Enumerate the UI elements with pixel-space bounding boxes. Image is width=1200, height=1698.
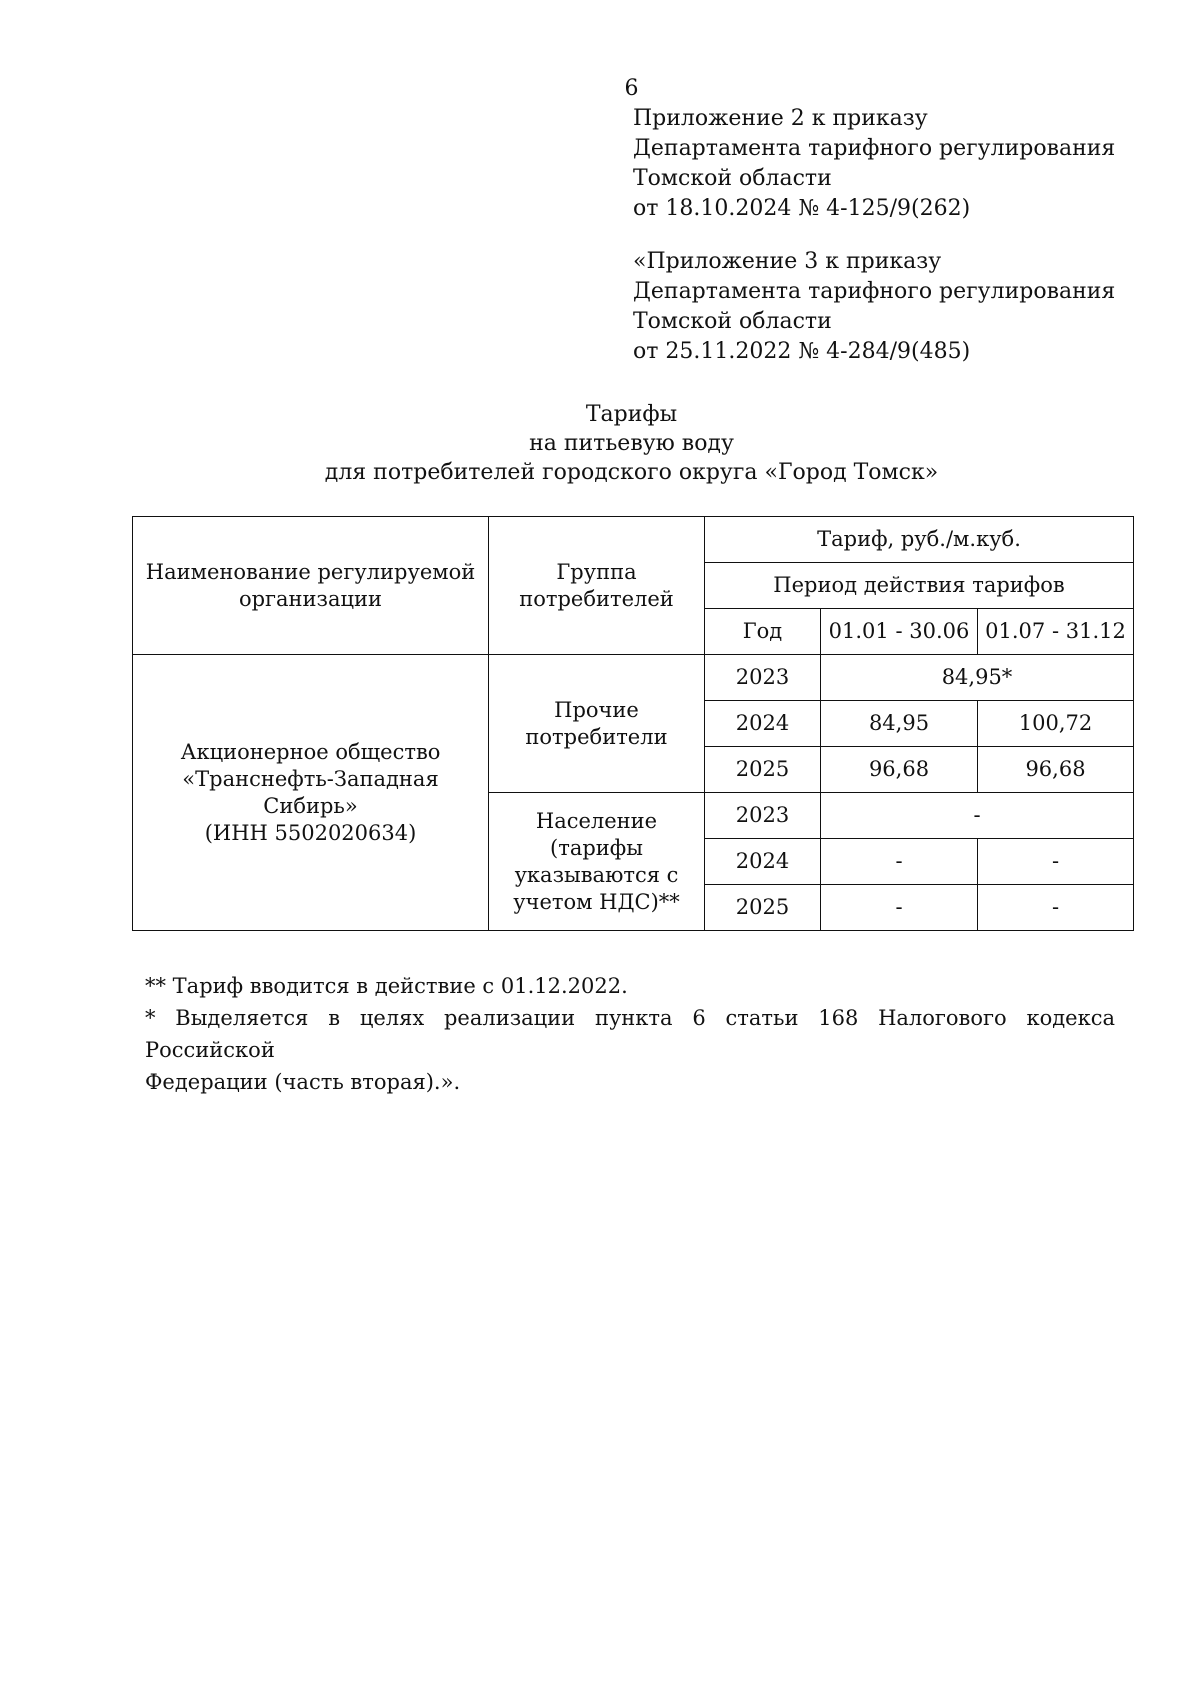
appendix-line: от 18.10.2024 № 4-125/9(262) <box>633 196 971 221</box>
table-row <box>133 655 1134 701</box>
tariff-merged-cell: - <box>821 793 1134 839</box>
year-cell: 2025 <box>705 885 821 931</box>
page-number: 6 <box>624 76 639 101</box>
header-tariff: Тариф, руб./м.куб. <box>705 517 1134 563</box>
footnote-tax-code-continued: Федерации (часть вторая).». <box>145 1070 461 1094</box>
appendix-line: Томской области <box>633 166 832 191</box>
tariff-half2-cell: - <box>978 839 1134 885</box>
title-line: для потребителей городского округа «Город Томск» <box>324 460 939 485</box>
header-organization: Наименование регулируемой организации <box>133 517 489 655</box>
tariff-merged-cell: 84,95* <box>821 655 1134 701</box>
year-cell: 2024 <box>705 701 821 747</box>
year-cell: 2025 <box>705 747 821 793</box>
organization-cell <box>133 655 489 931</box>
tariff-half1-cell: 96,68 <box>821 747 978 793</box>
header-half2: 01.07 - 31.12 <box>978 609 1134 655</box>
group-line: указываются с <box>514 862 679 887</box>
footnote-tax-code: * Выделяется в целях реализации пункта 6 статьи 168 Налогового кодекса Российской <box>145 1006 1115 1062</box>
document-title <box>0 400 1200 487</box>
appendix-current-order <box>633 104 1115 224</box>
group-line: Прочие <box>554 697 639 722</box>
tariff-table <box>132 516 1134 931</box>
header-half1: 01.01 - 30.06 <box>821 609 978 655</box>
footnote-vat: ** Тариф вводится в действие с 01.12.2022. <box>145 974 628 998</box>
group-line: учетом НДС)** <box>513 889 680 914</box>
footnotes <box>145 970 1115 1098</box>
header-year: Год <box>705 609 821 655</box>
tariff-half1-cell: 84,95 <box>821 701 978 747</box>
appendix-line: Приложение 2 к приказу <box>633 106 928 131</box>
tariff-half1-cell: - <box>821 839 978 885</box>
year-cell: 2023 <box>705 655 821 701</box>
tariff-half2-cell: - <box>978 885 1134 931</box>
title-line: на питьевую воду <box>529 431 734 456</box>
appendix-previous-order <box>633 247 1115 367</box>
year-cell: 2024 <box>705 839 821 885</box>
organization-line: (ИНН 5502020634) <box>204 820 417 845</box>
year-cell: 2023 <box>705 793 821 839</box>
appendix-line: Департамента тарифного регулирования <box>633 279 1116 304</box>
group-line: (тарифы <box>550 835 643 860</box>
appendix-line: «Приложение 3 к приказу <box>633 249 942 274</box>
group-other-consumers <box>489 655 705 793</box>
title-line: Тарифы <box>585 402 678 427</box>
tariff-half2-cell: 100,72 <box>978 701 1134 747</box>
tariff-half1-cell: - <box>821 885 978 931</box>
organization-line: «Транснефть-Западная Сибирь» <box>182 766 439 818</box>
group-line: потребители <box>525 724 668 749</box>
appendix-line: от 25.11.2022 № 4-284/9(485) <box>633 339 971 364</box>
appendix-line: Департамента тарифного регулирования <box>633 136 1116 161</box>
organization-line: Акционерное общество <box>180 739 441 764</box>
group-line: Население <box>535 808 658 833</box>
group-population <box>489 793 705 931</box>
header-consumer-group: Группа потребителей <box>489 517 705 655</box>
appendix-line: Томской области <box>633 309 832 334</box>
tariff-half2-cell: 96,68 <box>978 747 1134 793</box>
header-period: Период действия тарифов <box>705 563 1134 609</box>
